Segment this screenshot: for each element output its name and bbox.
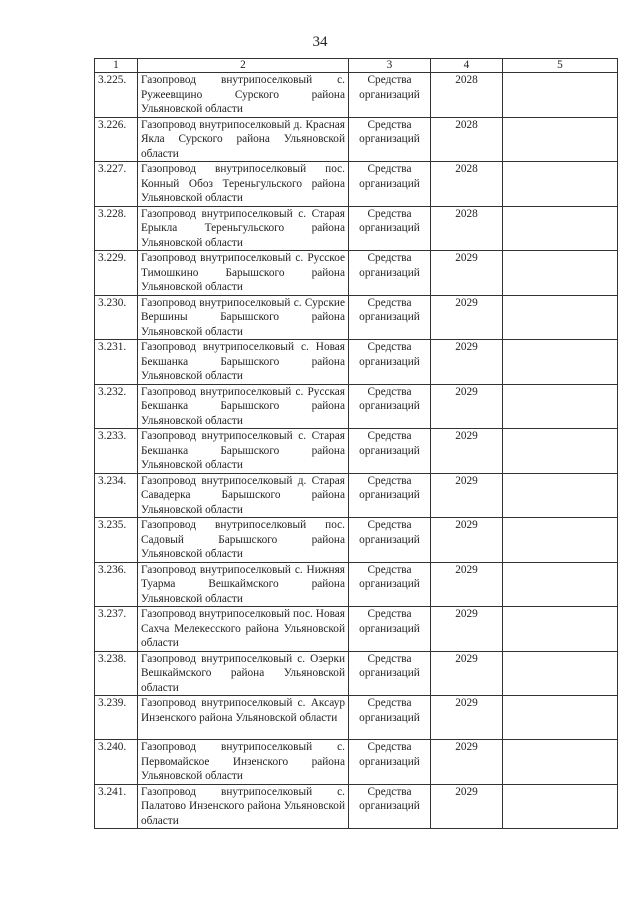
year-cell: 2029 bbox=[431, 651, 503, 696]
funding-source-cell: Средства организаций bbox=[349, 340, 431, 385]
column-header-2: 2 bbox=[138, 59, 349, 73]
year-cell: 2029 bbox=[431, 562, 503, 607]
table-row bbox=[95, 251, 618, 296]
year-cell: 2028 bbox=[431, 206, 503, 251]
note-cell bbox=[503, 206, 618, 251]
table-row bbox=[95, 73, 618, 118]
note-cell bbox=[503, 251, 618, 296]
table-row bbox=[95, 607, 618, 652]
note-cell bbox=[503, 384, 618, 429]
table-row bbox=[95, 206, 618, 251]
funding-source-cell: Средства организаций bbox=[349, 562, 431, 607]
object-name-cell: Газопровод внутрипоселковый с. Ружеевщино Сурского района Ульяновской области bbox=[138, 73, 349, 118]
header-row bbox=[95, 59, 618, 73]
page-number: 34 bbox=[312, 34, 328, 50]
object-name-cell: Газопровод внутрипоселковый с. Старая Бекшанка Барышского района Ульяновской области bbox=[138, 429, 349, 474]
funding-source-cell: Средства организаций bbox=[349, 518, 431, 563]
table-row bbox=[95, 651, 618, 696]
funding-source-cell: Средства организаций bbox=[349, 651, 431, 696]
table-row bbox=[95, 384, 618, 429]
year-cell: 2028 bbox=[431, 162, 503, 207]
year-cell: 2028 bbox=[431, 73, 503, 118]
note-cell bbox=[503, 429, 618, 474]
object-name-cell: Газопровод внутрипоселковый д. Красная Якла Сурского района Ульяновской области bbox=[138, 117, 349, 162]
table-row bbox=[95, 473, 618, 518]
table-row bbox=[95, 740, 618, 785]
note-cell bbox=[503, 696, 618, 740]
funding-source-cell: Средства организаций bbox=[349, 429, 431, 474]
year-cell: 2029 bbox=[431, 740, 503, 785]
row-number-cell: 3.241. bbox=[95, 784, 138, 829]
object-name-cell: Газопровод внутрипоселковый с. Палатово Инзенского района Ульяновской области bbox=[138, 784, 349, 829]
note-cell bbox=[503, 473, 618, 518]
investment-table bbox=[94, 58, 618, 829]
note-cell bbox=[503, 562, 618, 607]
row-number-cell: 3.230. bbox=[95, 295, 138, 340]
table-row bbox=[95, 518, 618, 563]
table-row bbox=[95, 784, 618, 829]
funding-source-cell: Средства организаций bbox=[349, 740, 431, 785]
row-number-cell: 3.240. bbox=[95, 740, 138, 785]
column-header-4: 4 bbox=[431, 59, 503, 73]
table-row bbox=[95, 696, 618, 740]
table-row bbox=[95, 295, 618, 340]
note-cell bbox=[503, 295, 618, 340]
funding-source-cell: Средства организаций bbox=[349, 117, 431, 162]
object-name-cell: Газопровод внутрипоселковый с. Старая Ерыкла Тереньгульского района Ульяновской области bbox=[138, 206, 349, 251]
funding-source-cell: Средства организаций bbox=[349, 206, 431, 251]
table-body bbox=[95, 73, 618, 829]
funding-source-cell: Средства организаций bbox=[349, 607, 431, 652]
row-number-cell: 3.229. bbox=[95, 251, 138, 296]
table-row bbox=[95, 340, 618, 385]
object-name-cell: Газопровод внутрипоселковый с. Аксаур Инзенского района Ульяновской области bbox=[138, 696, 349, 740]
note-cell bbox=[503, 651, 618, 696]
year-cell: 2029 bbox=[431, 429, 503, 474]
object-name-cell: Газопровод внутрипоселковый с. Русское Тимошкино Барышского района Ульяновской области bbox=[138, 251, 349, 296]
note-cell bbox=[503, 518, 618, 563]
year-cell: 2029 bbox=[431, 607, 503, 652]
table-row bbox=[95, 117, 618, 162]
row-number-cell: 3.226. bbox=[95, 117, 138, 162]
row-number-cell: 3.233. bbox=[95, 429, 138, 474]
column-header-5: 5 bbox=[503, 59, 618, 73]
funding-source-cell: Средства организаций bbox=[349, 473, 431, 518]
row-number-cell: 3.232. bbox=[95, 384, 138, 429]
column-header-1: 1 bbox=[95, 59, 138, 73]
column-header-3: 3 bbox=[349, 59, 431, 73]
year-cell: 2029 bbox=[431, 340, 503, 385]
funding-source-cell: Средства организаций bbox=[349, 162, 431, 207]
note-cell bbox=[503, 784, 618, 829]
row-number-cell: 3.238. bbox=[95, 651, 138, 696]
object-name-cell: Газопровод внутрипоселковый д. Старая Савадерка Барышского района Ульяновской области bbox=[138, 473, 349, 518]
year-cell: 2029 bbox=[431, 696, 503, 740]
object-name-cell: Газопровод внутрипоселковый с. Сурские Вершины Барышского района Ульяновской области bbox=[138, 295, 349, 340]
year-cell: 2029 bbox=[431, 518, 503, 563]
row-number-cell: 3.228. bbox=[95, 206, 138, 251]
year-cell: 2029 bbox=[431, 251, 503, 296]
year-cell: 2029 bbox=[431, 295, 503, 340]
note-cell bbox=[503, 340, 618, 385]
year-cell: 2029 bbox=[431, 384, 503, 429]
funding-source-cell: Средства организаций bbox=[349, 251, 431, 296]
row-number-cell: 3.239. bbox=[95, 696, 138, 740]
note-cell bbox=[503, 607, 618, 652]
funding-source-cell: Средства организаций bbox=[349, 784, 431, 829]
row-number-cell: 3.236. bbox=[95, 562, 138, 607]
funding-source-cell: Средства организаций bbox=[349, 73, 431, 118]
funding-source-cell: Средства организаций bbox=[349, 696, 431, 740]
object-name-cell: Газопровод внутрипоселковый пос. Новая Сахча Мелекесского района Ульяновской области bbox=[138, 607, 349, 652]
object-name-cell: Газопровод внутрипоселковый с. Первомайское Инзенского района Ульяновской области bbox=[138, 740, 349, 785]
row-number-cell: 3.231. bbox=[95, 340, 138, 385]
note-cell bbox=[503, 740, 618, 785]
note-cell bbox=[503, 162, 618, 207]
object-name-cell: Газопровод внутрипоселковый с. Нижняя Туарма Вешкаймского района Ульяновской области bbox=[138, 562, 349, 607]
object-name-cell: Газопровод внутрипоселковый с. Новая Бекшанка Барышского района Ульяновской области bbox=[138, 340, 349, 385]
note-cell bbox=[503, 117, 618, 162]
table-row bbox=[95, 562, 618, 607]
row-number-cell: 3.235. bbox=[95, 518, 138, 563]
object-name-cell: Газопровод внутрипоселковый с. Русская Бекшанка Барышского района Ульяновской области bbox=[138, 384, 349, 429]
object-name-cell: Газопровод внутрипоселковый пос. Конный Обоз Тереньгульского района Ульяновской области bbox=[138, 162, 349, 207]
table-row bbox=[95, 162, 618, 207]
row-number-cell: 3.234. bbox=[95, 473, 138, 518]
table-row bbox=[95, 429, 618, 474]
funding-source-cell: Средства организаций bbox=[349, 295, 431, 340]
object-name-cell: Газопровод внутрипоселковый с. Озерки Вешкаймского района Ульяновской области bbox=[138, 651, 349, 696]
object-name-cell: Газопровод внутрипоселковый пос. Садовый Барышского района Ульяновской области bbox=[138, 518, 349, 563]
note-cell bbox=[503, 73, 618, 118]
year-cell: 2028 bbox=[431, 117, 503, 162]
year-cell: 2029 bbox=[431, 784, 503, 829]
year-cell: 2029 bbox=[431, 473, 503, 518]
funding-source-cell: Средства организаций bbox=[349, 384, 431, 429]
row-number-cell: 3.237. bbox=[95, 607, 138, 652]
row-number-cell: 3.227. bbox=[95, 162, 138, 207]
row-number-cell: 3.225. bbox=[95, 73, 138, 118]
